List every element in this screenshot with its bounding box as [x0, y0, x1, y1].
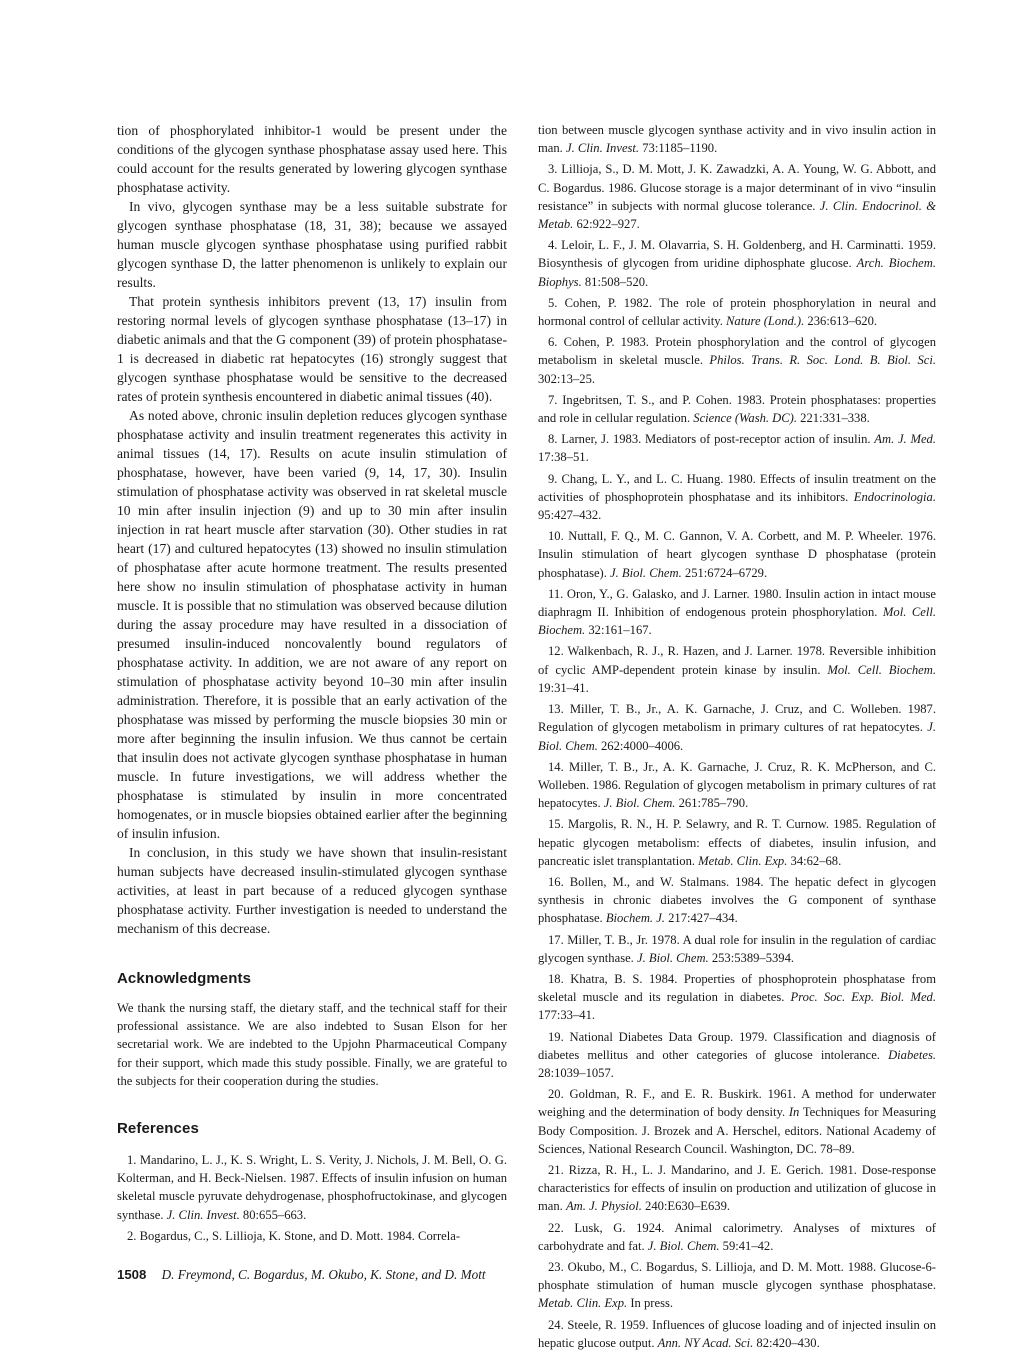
reference-text: 9. Chang, L. Y., and L. C. Huang. 1980. Effects of insulin treatment on the activities of phosphoprotein phosphatase and its inhibitors. — [538, 471, 936, 504]
reference-citation: 62:922–927. — [573, 217, 640, 232]
reference-citation: 177:33–41. — [538, 1008, 596, 1023]
reference-item — [538, 430, 936, 466]
reference-citation: 262:4000–4006. — [597, 738, 684, 753]
reference-text: 18. Khatra, B. S. 1984. Properties of phosphoprotein phosphatase from skeletal muscle and its regulation in diabetes. — [538, 971, 936, 1005]
body-paragraph: tion of phosphorylated inhibitor-1 would be present under the conditions of the glycogen synthase phosphatase assay used here. This could account for the results generated by lowering glycogen synthase phosphatase activity. — [117, 123, 507, 195]
reference-journal: Ann. NY Acad. Sci. — [657, 1335, 754, 1350]
reference-citation: 217:427–434. — [664, 911, 738, 926]
body-paragraph: In vivo, glycogen synthase may be a less suitable substrate for glycogen synthase phosphatase (18, 31, 38); because we assayed human muscle glycogen synthase phosphatase using purified rabbit glycogen synthase D, the latter phenomenon is unlikely to explain our results. — [117, 199, 507, 290]
reference-item — [538, 160, 936, 233]
reference-journal: J. Biol. Chem. — [538, 720, 936, 753]
reference-citation: 32:161–167. — [585, 623, 652, 638]
reference-item — [538, 1316, 936, 1352]
reference-text: 13. Miller, T. B., Jr., A. K. Garnache, J. Cruz, and C. Wolleben. 1987. Regulation of glycogen metabolism in primary cultures of rat hepatocytes. — [538, 702, 936, 735]
reference-text: 1. Mandarino, L. J., K. S. Wright, L. S. Verity, J. Nichols, J. M. Bell, O. G. Kolterman, and H. Beck-Nielsen. 1987. Effects of insulin infusion on human skeletal muscle pyruvate dehydrogenase, phosphofructokinase, and glycogen synthase. — [117, 1153, 507, 1222]
reference-text: 12. Walkenbach, R. J., R. Hazen, and J. Larner. 1978. Reversible inhibition of cyclic AMP-dependent protein kinase by insulin. — [538, 644, 936, 677]
reference-journal: Science (Wash. DC). — [693, 411, 798, 426]
reference-item — [538, 815, 936, 870]
reference-text: 7. Ingebritsen, T. S., and P. Cohen. 1983. Protein phosphatases: properties and role in cellular regulation. — [538, 392, 936, 426]
acknowledgments-text: We thank the nursing staff, the dietary staff, and the technical staff for their professional assistance. We are also indebted to Susan Elson for her secretarial work. We are indebted to the Upjohn Pharmaceutical Company for their support, which made this study possible. Finally, we are grateful to the subjects for their cooperation during the studies. — [117, 1001, 507, 1088]
reference-citation: 59:41–42. — [719, 1238, 774, 1253]
references-heading: References — [117, 1120, 199, 1138]
reference-citation: 240:E630–E639. — [641, 1199, 731, 1214]
reference-item — [538, 391, 936, 427]
reference-item — [538, 294, 936, 330]
reference-item — [538, 333, 936, 388]
reference-item — [538, 1085, 936, 1158]
reference-citation: 73:1185–1190. — [639, 141, 718, 156]
reference-citation: 81:508–520. — [581, 274, 649, 289]
reference-item — [538, 700, 936, 755]
reference-text: 19. National Diabetes Data Group. 1979. Classification and diagnosis of diabetes mellitus and other categories of glucose intolerance. — [538, 1029, 936, 1062]
reference-citation: 95:427–432. — [538, 508, 602, 523]
reference-list-left — [117, 1151, 507, 1245]
reference-item — [538, 1028, 936, 1083]
reference-text: 24. Steele, R. 1959. Influences of glucose loading and of injected insulin on hepatic glucose output. — [538, 1317, 936, 1350]
reference-journal: J. Clin. Invest. — [166, 1207, 240, 1222]
reference-item — [538, 470, 936, 525]
reference-citation: 28:1039–1057. — [538, 1065, 614, 1080]
page-footer — [117, 1267, 547, 1283]
reference-text: 14. Miller, T. B., Jr., A. K. Garnache, J. Cruz, R. K. McPherson, and C. Wolleben. 1986. Regulation of glycogen metabolism in primary cultures of rat hepatocytes. — [538, 759, 936, 811]
reference-citation: In press. — [627, 1296, 674, 1311]
reference-text: 4. Leloir, L. F., J. M. Olavarria, S. H. Goldenberg, and H. Carminatti. 1959. Biosynthesis of glycogen from uridine diphosphate glucose. — [538, 238, 936, 271]
reference-citation: 80:655–663. — [239, 1207, 307, 1222]
reference-item — [538, 1161, 936, 1216]
acknowledgments-heading: Acknowledgments — [117, 970, 252, 987]
reference-item — [538, 758, 936, 813]
reference-text: 11. Oron, Y., G. Galasko, and J. Larner. 1980. Insulin action in intact mouse diaphragm II. Inhibition of endogenous protein phosphorylation. — [538, 586, 936, 620]
reference-text: 20. Goldman, R. F., and E. R. Buskirk. 1961. A method for underwater weighing and the determination of body density. — [538, 1087, 936, 1120]
reference-journal: J. Biol. Chem. — [636, 950, 709, 965]
reference-citation: Techniques for Measuring Body Composition. J. Brozek and A. Herschel, editors. National Academy of Sciences, National Research Council. Washington, DC. 78–89. — [538, 1105, 937, 1156]
reference-journal: J. Biol. Chem. — [647, 1238, 720, 1253]
reference-item — [538, 873, 936, 928]
reference-item — [538, 121, 936, 157]
reference-journal: J. Biol. Chem. — [603, 796, 676, 811]
reference-text: 2. Bogardus, C., S. Lillioja, K. Stone, and D. Mott. 1984. Correla- — [127, 1228, 461, 1243]
reference-text: 16. Bollen, M., and W. Stalmans. 1984. The hepatic defect in glycogen synthesis in chronic diabetes involves the G component of synthase phosphatase. — [538, 874, 936, 926]
footer-authors: D. Freymond, C. Bogardus, M. Okubo, K. Stone, and D. Mott — [161, 1267, 486, 1282]
reference-text: 17. Miller, T. B., Jr. 1978. A dual role for insulin in the regulation of cardiac glycogen synthase. — [538, 932, 936, 965]
reference-text: 10. Nuttall, F. Q., M. C. Gannon, V. A. Corbett, and M. P. Wheeler. 1976. Insulin stimulation of heart glycogen synthase D phosphatase (protein phosphatase). — [538, 529, 936, 580]
reference-journal: Nature (Lond.). — [726, 314, 805, 329]
reference-journal: Endocrinologia. — [853, 489, 936, 504]
reference-citation: 261:785–790. — [675, 796, 749, 811]
reference-journal: Proc. Soc. Exp. Biol. Med. — [790, 990, 936, 1005]
reference-citation: 236:613–620. — [804, 314, 878, 329]
body-paragraph: In conclusion, in this study we have shown that insulin-resistant human subjects have decreased insulin-stimulated glycogen synthase activities, at least in part because of a reduced glycogen synthase phosphatase activity. Further investigation is needed to understand the mechanism of this decrease. — [117, 845, 507, 936]
reference-item — [117, 1227, 507, 1245]
right-column — [538, 121, 936, 1355]
body-paragraph: As noted above, chronic insulin depletion reduces glycogen synthase phosphatase activity and insulin treatment regenerates this activity in animal tissues (14, 17). Results on acute insulin stimulation of phosphatase, however, have been varied (9, 14, 17, 30). Insulin stimulation of phosphatase activity was observed in rat skeletal muscle 10 min after insulin injection (9) and up to 30 min after insulin injection in rat heart muscle after starvation (30). Other studies in rat heart (17) and cultured hepatocytes (13) showed no insulin stimulation of phosphatase after acute hormone treatment. The results presented here show no insulin stimulation of phosphatase activity in human muscle. It is possible that no stimulation was observed because dilution during the assay procedure may have resulted in a dissociation of presumed insulin-induced noncovalently bound regulators of phosphatase activity. In addition, we are not aware of any report on stimulation of phosphatase activity beyond 10–30 min after insulin administration. Therefore, it is possible that an early activation of the phosphatase was missed by performing the muscle biopsies 30 min or more after beginning the insulin infusion. We thus cannot be certain that insulin does not activate glycogen synthase phosphatase in human muscle. In future investigations, we will address whether the phosphatase is stimulated by insulin in more concentrated homogenates, or in muscle biopsies obtained earlier after the beginning of insulin infusion. — [117, 408, 507, 841]
body-paragraph: That protein synthesis inhibitors prevent (13, 17) insulin from restoring normal levels of glycogen synthase phosphatase (13–17) in diabetic animals and that the G component (39) of protein phosphatase-1 is decreased in diabetic rat hepatocytes (16) strongly suggest that glycogen synthase phosphatase would be sensitive to the decreased rates of protein synthesis encountered in diabetic animal tissues (40). — [117, 294, 507, 404]
reference-journal: J. Biol. Chem. — [610, 565, 682, 580]
reference-journal: Metab. Clin. Exp. — [538, 1296, 628, 1311]
reference-journal: J. Clin. Endocrinol. & Metab. — [538, 198, 936, 232]
reference-citation: 221:331–338. — [797, 411, 870, 426]
reference-text: 5. Cohen, P. 1982. The role of protein phosphorylation in neural and hormonal control of cellular activity. — [538, 295, 936, 329]
reference-item — [538, 236, 936, 291]
reference-citation: 302:13–25. — [538, 371, 596, 386]
reference-item — [538, 1219, 936, 1255]
reference-text: 6. Cohen, P. 1983. Protein phosphorylation and the control of glycogen metabolism in skeletal muscle. — [538, 335, 936, 368]
left-column — [117, 121, 507, 1248]
reference-item — [538, 1258, 936, 1313]
reference-journal: Arch. Biochem. Biophys. — [538, 256, 936, 289]
reference-text: 3. Lillioja, S., D. M. Mott, J. K. Zawadzki, A. A. Young, W. G. Abbott, and C. Bogardus. 1986. Glucose storage is a major determinant of in vivo “insulin resistance” in subjects with normal glucose tolerance. — [538, 162, 936, 213]
reference-journal: Am. J. Med. — [874, 432, 936, 447]
reference-journal: Mol. Cell. Biochem. — [538, 605, 936, 638]
reference-text: 23. Okubo, M., C. Bogardus, S. Lillioja, and D. M. Mott. 1988. Glucose-6-phosphate stimulation of human muscle glycogen synthase phosphatase. — [538, 1259, 936, 1293]
reference-item — [538, 527, 936, 582]
reference-citation: 19:31–41. — [538, 680, 589, 695]
reference-journal: Am. J. Physiol. — [565, 1199, 642, 1214]
reference-text: 15. Margolis, R. N., H. P. Selawry, and R. T. Curnow. 1985. Regulation of hepatic glycogen metabolism: effects of diabetes, insulin infusion, and pancreatic islet transplantation. — [538, 817, 936, 868]
reference-journal: J. Clin. Invest. — [565, 141, 640, 156]
reference-item — [117, 1151, 507, 1224]
reference-journal: In — [788, 1105, 800, 1120]
reference-text: 21. Rizza, R. H., L. J. Mandarino, and J. E. Gerich. 1981. Dose-response characteristics for effects of insulin on production and utilization of glucose in man. — [538, 1162, 936, 1214]
reference-item — [538, 642, 936, 697]
reference-text: tion between muscle glycogen synthase activity and in vivo insulin action in man. — [538, 123, 936, 156]
reference-citation: 82:420–430. — [753, 1335, 820, 1350]
reference-text: 8. Larner, J. 1983. Mediators of post-receptor action of insulin. — [548, 432, 875, 447]
reference-citation: 253:5389–5394. — [708, 950, 795, 965]
reference-list-right — [538, 121, 936, 1352]
reference-journal: Philos. Trans. R. Soc. Lond. B. Biol. Sci. — [709, 353, 936, 368]
reference-journal: Metab. Clin. Exp. — [698, 853, 788, 868]
page-number: 1508 — [117, 1267, 147, 1282]
reference-citation: 251:6724–6729. — [681, 565, 768, 580]
reference-item — [538, 970, 936, 1025]
reference-citation: 34:62–68. — [787, 853, 842, 868]
reference-item — [538, 585, 936, 640]
reference-citation: 17:38–51. — [538, 450, 589, 465]
reference-journal: Biochem. J. — [605, 911, 665, 926]
reference-item — [538, 931, 936, 967]
reference-text: 22. Lusk, G. 1924. Animal calorimetry. Analyses of mixtures of carbohydrate and fat. — [538, 1220, 936, 1253]
reference-journal: Mol. Cell. Biochem. — [827, 662, 936, 677]
reference-journal: Diabetes. — [888, 1047, 936, 1062]
